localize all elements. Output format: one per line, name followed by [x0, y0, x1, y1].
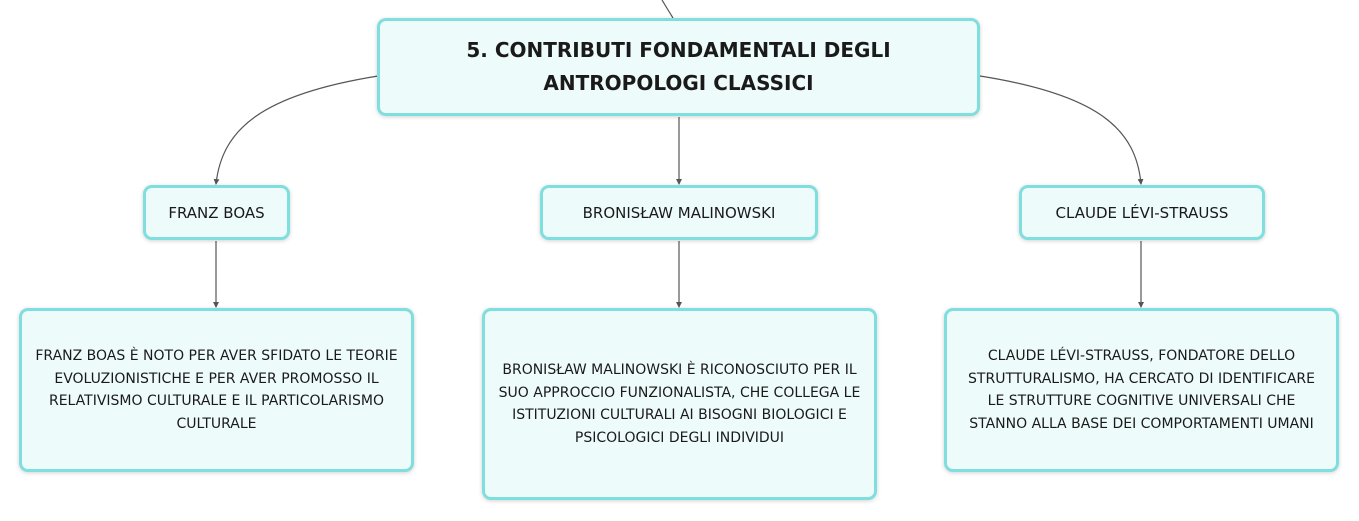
description-text-bronislaw-malinowski: BRONISŁAW MALINOWSKI È RICONOSCIUTO PER IL SUO APPROCCIO FUNZIONALISTA, CHE COLLEGA LE ISTITUZIONI CULTURALI AI BISOGNI BIOLOGICI E PSICOLOGICI DEGLI INDIVIDUI: [498, 362, 861, 446]
description-text-franz-boas: FRANZ BOAS È NOTO PER AVER SFIDATO LE TEORIE EVOLUZIONISTICHE E PER AVER PROMOSSO IL RELATIVISMO CULTURALE E IL PARTICOLARISMO CULTURALE: [35, 348, 398, 432]
description-node-claude-levi-strauss[interactable]: [944, 308, 1339, 472]
connector-parent-to-central: [662, 0, 673, 18]
topic-node-franz-boas[interactable]: [143, 185, 290, 240]
central-topic-node[interactable]: [377, 18, 980, 116]
connector-central-to-levi-strauss: [980, 76, 1141, 184]
description-node-bronislaw-malinowski[interactable]: [482, 308, 877, 500]
topic-label-franz-boas: FRANZ BOAS: [168, 203, 265, 222]
topic-label-bronislaw-malinowski: BRONISŁAW MALINOWSKI: [582, 203, 776, 222]
topic-node-claude-levi-strauss[interactable]: [1019, 185, 1265, 240]
topic-label-claude-levi-strauss: CLAUDE LÉVI-STRAUSS: [1055, 203, 1229, 222]
central-topic-title: 5. CONTRIBUTI FONDAMENTALI DEGLI ANTROPOLOGI CLASSICI: [466, 38, 891, 95]
description-node-franz-boas[interactable]: [19, 308, 414, 472]
topic-node-bronislaw-malinowski[interactable]: [540, 185, 818, 240]
connector-central-to-boas: [216, 76, 378, 184]
description-text-claude-levi-strauss: CLAUDE LÉVI-STRAUSS, FONDATORE DELLO STRUTTURALISMO, HA CERCATO DI IDENTIFICARE LE STRUTTURE COGNITIVE UNIVERSALI CHE STANNO ALLA BASE DEI COMPORTAMENTI UMANI: [968, 348, 1315, 432]
